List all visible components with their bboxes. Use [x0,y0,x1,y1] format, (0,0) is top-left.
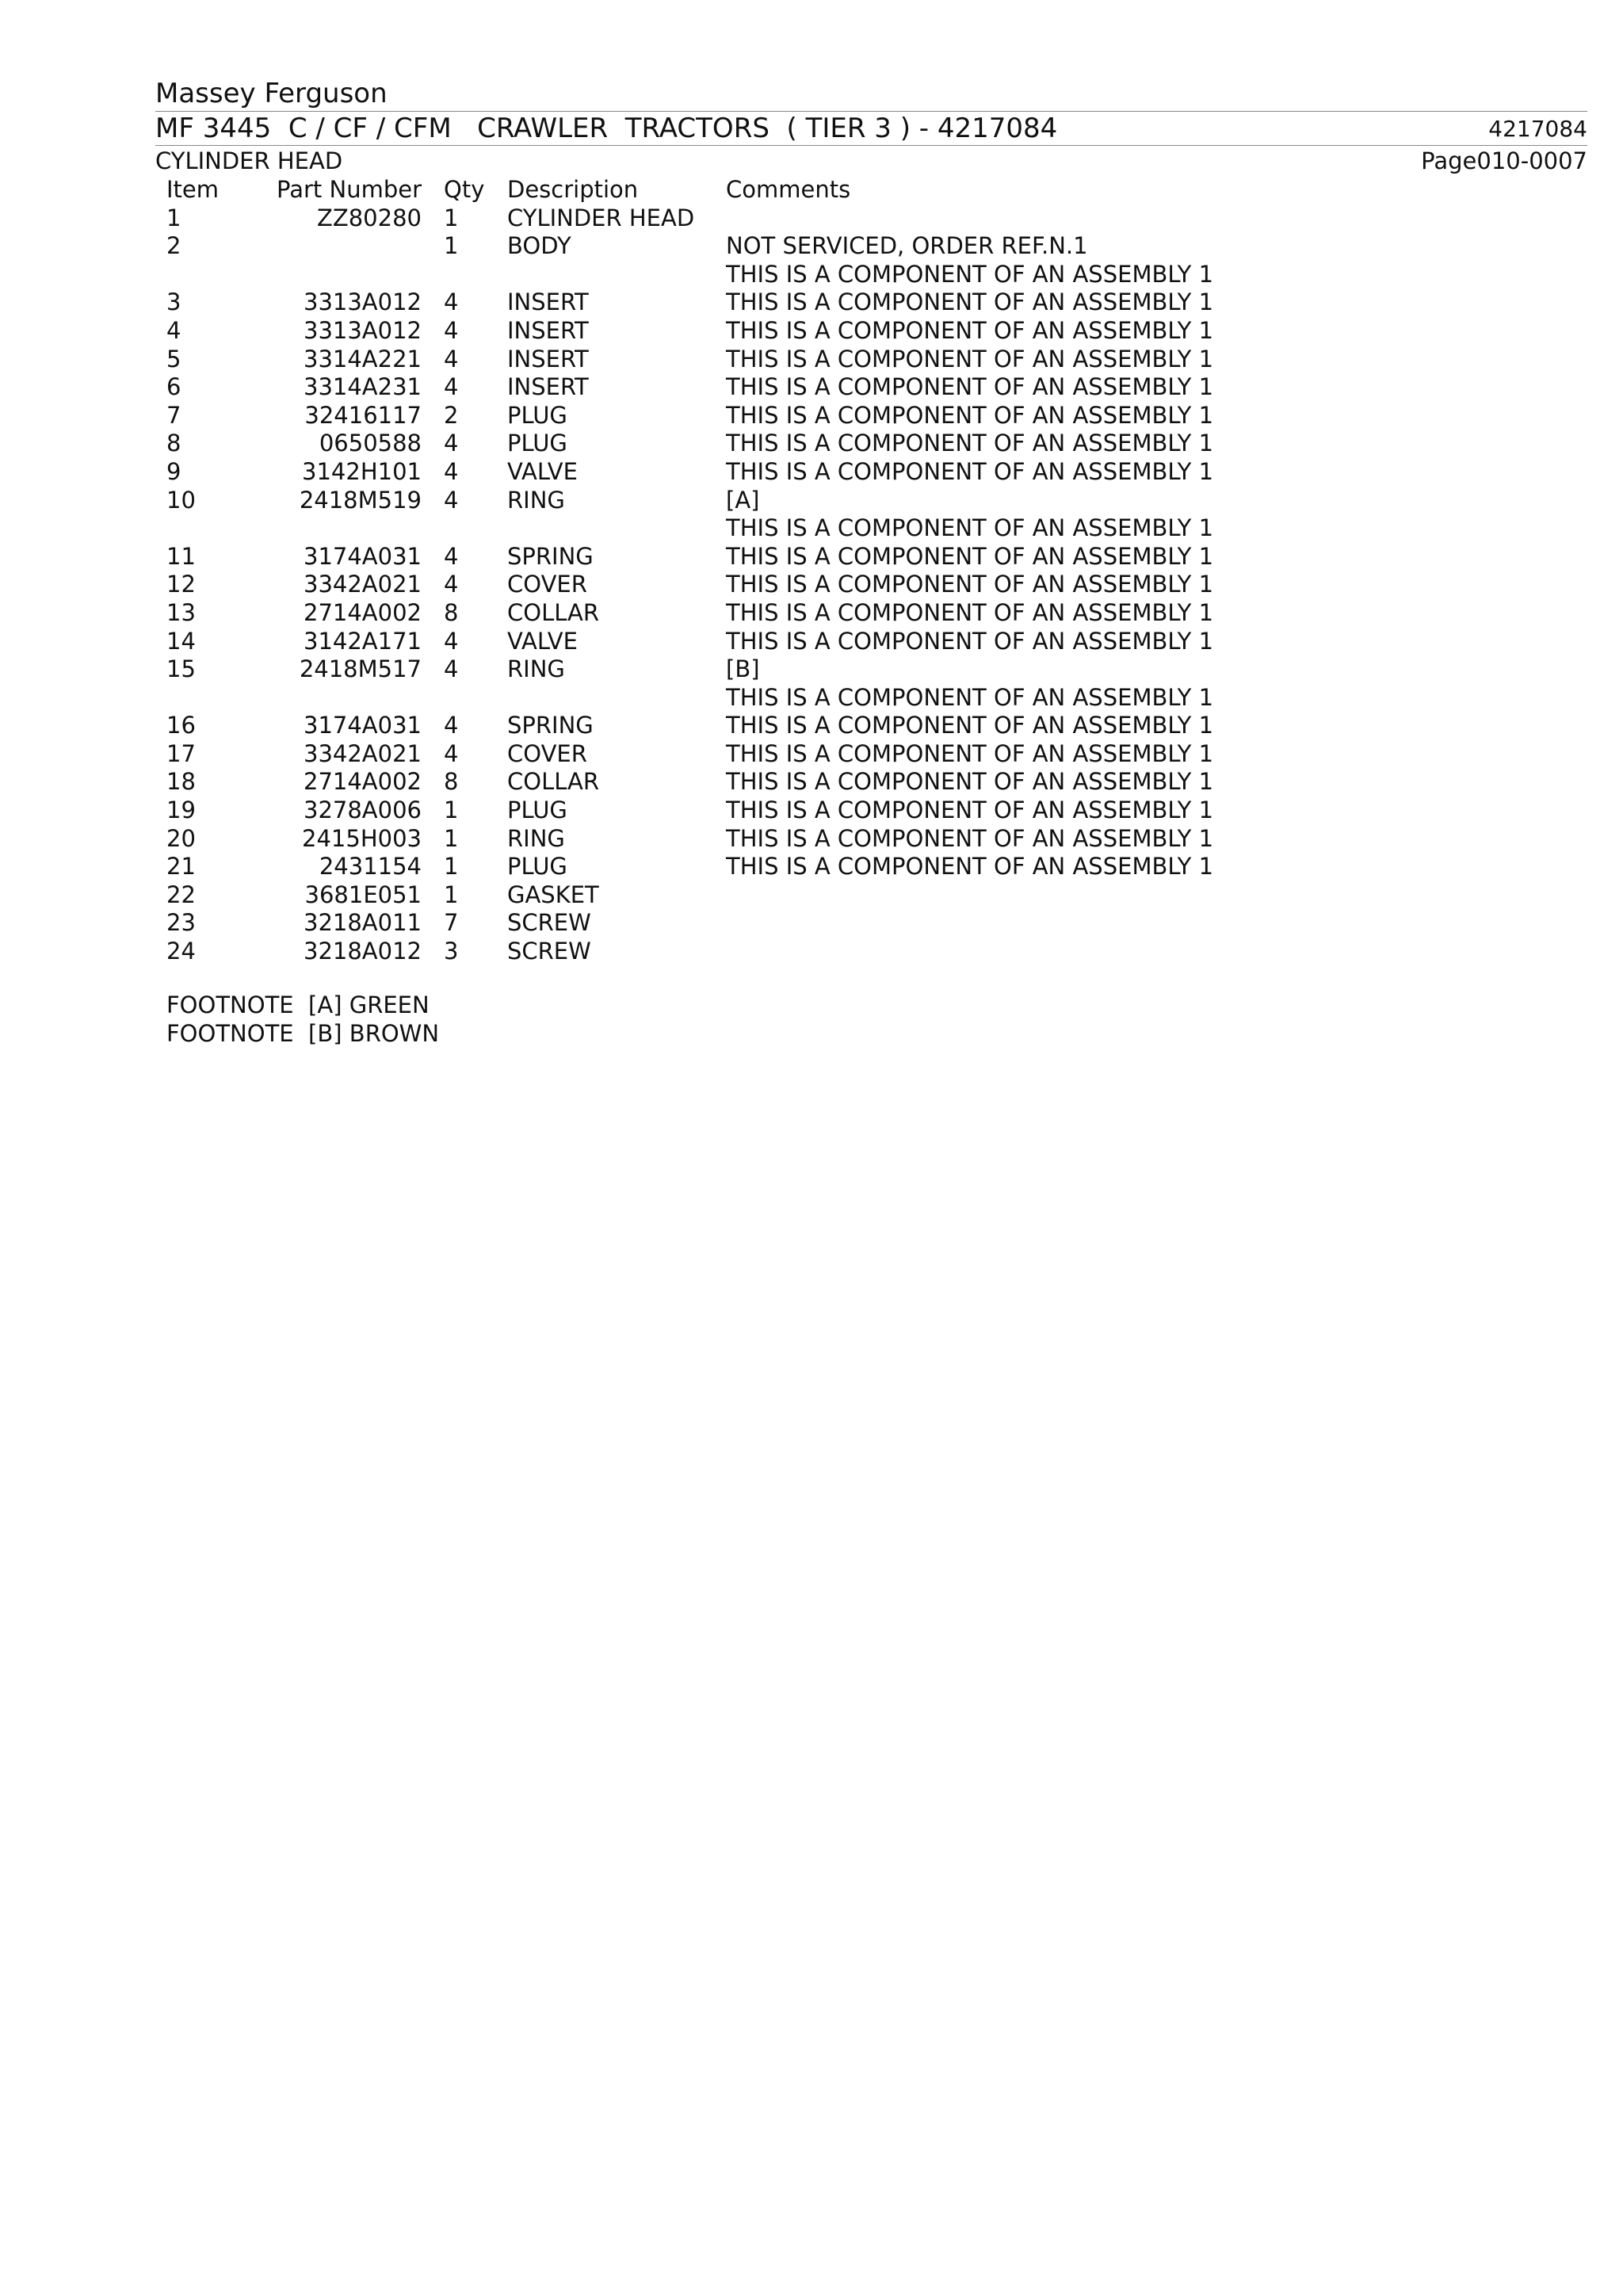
footnotes [166,991,439,1048]
comment-line: THIS IS A COMPONENT OF AN ASSEMBLY 1 [726,345,1214,372]
part-number-cell: 2415H003 [302,824,422,852]
part-number-cell: 3314A231 [304,373,422,401]
table-row [166,543,1276,571]
qty-cell: 4 [444,288,459,316]
table-row [166,825,1276,854]
description-cell: INSERT [507,316,589,344]
comment-line: THIS IS A COMPONENT OF AN ASSEMBLY 1 [726,824,1214,852]
comments-cell [726,740,1276,769]
comment-line: THIS IS A COMPONENT OF AN ASSEMBLY 1 [726,712,1214,739]
model-code: 4217084 [1488,116,1587,142]
qty-cell: 4 [444,316,459,344]
comments-cell [726,458,1276,487]
description-cell: RING [507,655,565,683]
qty-cell: 4 [444,571,459,598]
description-cell: PLUG [507,401,567,429]
comment-line: THIS IS A COMPONENT OF AN ASSEMBLY 1 [726,571,1214,598]
comments-cell [726,599,1276,628]
part-number-cell: 2431154 [319,853,422,881]
item-cell: 16 [166,712,196,739]
comments-cell [726,655,1276,712]
comments-cell [726,628,1276,656]
comment-line: THIS IS A COMPONENT OF AN ASSEMBLY 1 [726,542,1214,570]
item-cell: 7 [166,401,181,429]
part-number-cell: 3142H101 [302,457,422,485]
footnote-label: FOOTNOTE [A] [166,991,342,1018]
qty-cell: 1 [444,853,459,881]
model-title: MF 3445 C / CF / CFM CRAWLER TRACTORS ( TIER 3 ) - 4217084 [155,113,1058,144]
description-cell: INSERT [507,288,589,316]
description-cell: RING [507,486,565,514]
comments-cell [726,571,1276,599]
qty-cell: 1 [444,824,459,852]
header-divider-top [155,111,1587,112]
item-cell: 20 [166,824,196,852]
item-cell: 8 [166,430,181,457]
table-row [166,740,1276,769]
item-cell: 10 [166,486,196,514]
comments-cell [726,373,1276,402]
description-cell: VALVE [507,627,578,655]
comments-cell [726,797,1276,825]
column-header-comments: Comments [726,176,851,203]
qty-cell: 7 [444,909,459,937]
qty-cell: 1 [444,881,459,908]
qty-cell: 4 [444,457,459,485]
column-header-qty: Qty [444,176,485,203]
qty-cell: 4 [444,627,459,655]
comment-line: THIS IS A COMPONENT OF AN ASSEMBLY 1 [726,598,1214,626]
table-row [166,797,1276,825]
table-row [166,232,1276,288]
qty-cell: 4 [444,373,459,401]
qty-cell: 4 [444,712,459,739]
comment-line: [B] [726,655,760,683]
footnote-text: GREEN [349,991,430,1018]
item-cell: 17 [166,739,196,767]
item-cell: 14 [166,627,196,655]
description-cell: VALVE [507,457,578,485]
item-cell: 4 [166,316,181,344]
column-header-item: Item [166,176,220,203]
item-cell: 15 [166,655,196,683]
parts-table-body [166,204,1276,966]
description-cell: SPRING [507,712,594,739]
comment-line: THIS IS A COMPONENT OF AN ASSEMBLY 1 [726,457,1214,485]
part-number-cell: 3342A021 [304,739,422,767]
part-number-cell: 3174A031 [304,542,422,570]
page-number: Page010-0007 [1421,147,1587,174]
item-cell: 18 [166,768,196,796]
footnote [166,1019,439,1048]
comment-line: THIS IS A COMPONENT OF AN ASSEMBLY 1 [726,288,1214,316]
comments-cell [726,712,1276,740]
comment-line: THIS IS A COMPONENT OF AN ASSEMBLY 1 [726,853,1214,881]
part-number-cell: 3681E051 [304,881,422,908]
table-row [166,712,1276,740]
comments-cell [726,430,1276,458]
table-row [166,373,1276,402]
item-cell: 21 [166,853,196,881]
table-row [166,881,1276,910]
item-cell: 1 [166,204,181,231]
item-cell: 6 [166,373,181,401]
section-row [155,147,1587,176]
item-cell: 24 [166,938,196,965]
comment-line: NOT SERVICED, ORDER REF.N.1 [726,232,1088,260]
description-cell: PLUG [507,430,567,457]
model-row [155,113,1587,144]
description-cell: INSERT [507,373,589,401]
comments-cell [726,825,1276,854]
table-row [166,204,1276,233]
item-cell: 11 [166,542,196,570]
table-row [166,938,1276,966]
comment-line: [A] [726,486,760,514]
qty-cell: 3 [444,938,459,965]
comment-line: THIS IS A COMPONENT OF AN ASSEMBLY 1 [726,797,1214,824]
item-cell: 3 [166,288,181,316]
part-number-cell: 3278A006 [304,797,422,824]
comment-line: THIS IS A COMPONENT OF AN ASSEMBLY 1 [726,316,1214,344]
qty-cell: 4 [444,739,459,767]
section-title: CYLINDER HEAD [155,147,343,174]
part-number-cell: 3218A011 [304,909,422,937]
part-number-cell: 2714A002 [304,768,422,796]
description-cell: SPRING [507,542,594,570]
part-number-cell: 3313A012 [304,288,422,316]
qty-cell: 1 [444,797,459,824]
part-number-cell: 3314A221 [304,345,422,372]
comments-cell [726,881,1276,910]
item-cell: 13 [166,598,196,626]
part-number-cell: 3342A021 [304,571,422,598]
header-divider-bottom [155,145,1587,146]
comment-line: THIS IS A COMPONENT OF AN ASSEMBLY 1 [726,683,1214,711]
table-row [166,571,1276,599]
comments-cell [726,317,1276,346]
description-cell: BODY [507,232,571,260]
part-number-cell: 3142A171 [304,627,422,655]
item-cell: 23 [166,909,196,937]
item-cell: 22 [166,881,196,908]
table-row [166,768,1276,797]
footnote-text: BROWN [349,1020,440,1047]
description-cell: INSERT [507,345,589,372]
description-cell: PLUG [507,797,567,824]
description-cell: PLUG [507,853,567,881]
part-number-cell: 3174A031 [304,712,422,739]
part-number-cell: 0650588 [319,430,422,457]
item-cell: 12 [166,571,196,598]
comment-line: THIS IS A COMPONENT OF AN ASSEMBLY 1 [726,401,1214,429]
comments-cell [726,853,1276,881]
column-header-description: Description [507,176,639,203]
qty-cell: 4 [444,430,459,457]
description-cell: RING [507,824,565,852]
part-number-cell: 2418M519 [299,486,422,514]
description-cell: COVER [507,571,587,598]
parts-table [166,176,1276,966]
table-row [166,628,1276,656]
qty-cell: 8 [444,598,459,626]
table-row [166,346,1276,374]
item-cell: 19 [166,797,196,824]
description-cell: SCREW [507,938,591,965]
description-cell: COLLAR [507,768,600,796]
table-row [166,655,1276,712]
comments-cell [726,543,1276,571]
description-cell: CYLINDER HEAD [507,204,695,231]
comment-line: THIS IS A COMPONENT OF AN ASSEMBLY 1 [726,627,1214,655]
qty-cell: 4 [444,486,459,514]
table-row [166,909,1276,938]
comments-cell [726,346,1276,374]
comments-cell [726,402,1276,430]
comments-cell [726,909,1276,938]
qty-cell: 4 [444,542,459,570]
footnote [166,991,439,1019]
qty-cell: 1 [444,232,459,260]
column-header-part-number: Part Number [277,176,422,203]
item-cell: 9 [166,457,181,485]
part-number-cell: ZZ80280 [317,204,422,231]
comments-cell [726,288,1276,317]
part-number-cell [222,232,444,288]
table-row [166,317,1276,346]
comment-line: THIS IS A COMPONENT OF AN ASSEMBLY 1 [726,260,1214,288]
footnote-label: FOOTNOTE [B] [166,1020,342,1047]
comments-cell [726,487,1276,543]
comments-cell [726,232,1276,288]
item-cell: 5 [166,345,181,372]
comment-line: THIS IS A COMPONENT OF AN ASSEMBLY 1 [726,514,1214,542]
qty-cell: 2 [444,401,459,429]
description-cell: COVER [507,739,587,767]
table-row [166,599,1276,628]
description-cell: COLLAR [507,598,600,626]
qty-cell: 4 [444,655,459,683]
table-row [166,402,1276,430]
table-row [166,853,1276,881]
comment-line: THIS IS A COMPONENT OF AN ASSEMBLY 1 [726,768,1214,796]
comment-line: THIS IS A COMPONENT OF AN ASSEMBLY 1 [726,739,1214,767]
table-row [166,288,1276,317]
comment-line: THIS IS A COMPONENT OF AN ASSEMBLY 1 [726,430,1214,457]
table-row [166,430,1276,458]
brand-name: Massey Ferguson [155,78,388,109]
part-number-cell: 3218A012 [304,938,422,965]
comments-cell [726,204,1276,233]
table-header-row [166,176,1276,204]
part-number-cell: 3313A012 [304,316,422,344]
qty-cell: 8 [444,768,459,796]
description-cell: GASKET [507,881,599,908]
part-number-cell: 2714A002 [304,598,422,626]
qty-cell: 4 [444,345,459,372]
table-row [166,458,1276,487]
part-number-cell: 2418M517 [299,655,422,683]
item-cell: 2 [166,232,181,260]
part-number-cell: 32416117 [304,401,422,429]
table-row [166,487,1276,543]
comments-cell [726,938,1276,966]
qty-cell: 1 [444,204,459,231]
comment-line: THIS IS A COMPONENT OF AN ASSEMBLY 1 [726,373,1214,401]
description-cell: SCREW [507,909,591,937]
comments-cell [726,768,1276,797]
